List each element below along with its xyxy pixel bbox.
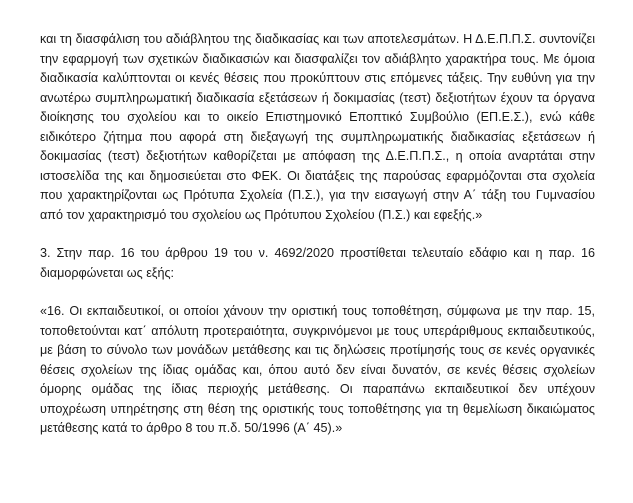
document-body: [40, 30, 595, 439]
paragraph-continuation: και τη διασφάλιση του αδιάβλητου της διαδικασίας και των αποτελεσμάτων. Η Δ.Ε.Π.Π.Σ. συντονίζει την εφαρμογή των σχετικών διαδικασιών και διασφαλίζει τον αδιάβλητο χαρακτήρα τους. Με όμοια διαδικασία καλύπτονται οι κενές θέσεις που προκύπτουν στις επόμενες τάξεις. Την ευθύνη για την ανωτέρω συμπληρωματική διαδικασία εξετάσεων ή δοκιμασίας (τεστ) δεξιοτήτων έχουν τα όργανα διοίκησης του σχολείου και το οικείο Επιστημονικό Εποπτικό Συμβούλιο (ΕΠ.Ε.Σ.), ενώ κάθε ειδικότερο ζήτημα που αφορά στη διεξαγωγή της συμπληρωματικής διαδικασίας εξετάσεων ή δοκιμασίας (τεστ) δεξιοτήτων καθορίζεται με απόφαση της Δ.Ε.Π.Π.Σ., η οποία αναρτάται στην ιστοσελίδα της και δημοσιεύεται στο ΦΕΚ. Οι διατάξεις της παρούσας εφαρμόζονται στα σχολεία που χαρακτηρίζονται ως Πρότυπα Σχολεία (Π.Σ.), για την εισαγωγή στην Α΄ τάξη του Γυμνασίου από τον χαρακτηρισμό του σχολείου ως Πρότυπου Σχολείου (Π.Σ.) και εφεξής.»: [40, 32, 595, 222]
paragraph-amendment-3: 3. Στην παρ. 16 του άρθρου 19 του ν. 4692/2020 προστίθεται τελευταίο εδάφιο και η παρ. 16 διαμορφώνεται ως εξής:: [40, 246, 595, 280]
paragraph-spacer: [40, 283, 595, 302]
paragraph-quoted-16: «16. Οι εκπαιδευτικοί, οι οποίοι χάνουν την οριστική τους τοποθέτηση, σύμφωνα με την παρ. 15, τοποθετούνται κατ΄ απόλυτη προτεραιότητα, συγκρινόμενοι με τους υπεράριθμους εκπαιδευτικούς, με βάση το σύνολο των μονάδων μετάθεσης και τις δηλώσεις προτίμησής τους σε κενές οργανικές θέσεις σχολείων της ίδιας ομάδας και, όπου αυτό δεν είναι δυνατόν, σε κενές θέσεις σχολείων όμορης ομάδας της ίδιας περιοχής μετάθεσης. Οι παραπάνω εκπαιδευτικοί δεν υπέχουν υποχρέωση υπηρέτησης στη θέση της οριστικής τους τοποθέτησης για τη θεμελίωση δικαιώματος μετάθεσης κατά το άρθρο 8 του π.δ. 50/1996 (Α΄ 45).»: [40, 304, 595, 435]
paragraph-spacer: [40, 225, 595, 244]
